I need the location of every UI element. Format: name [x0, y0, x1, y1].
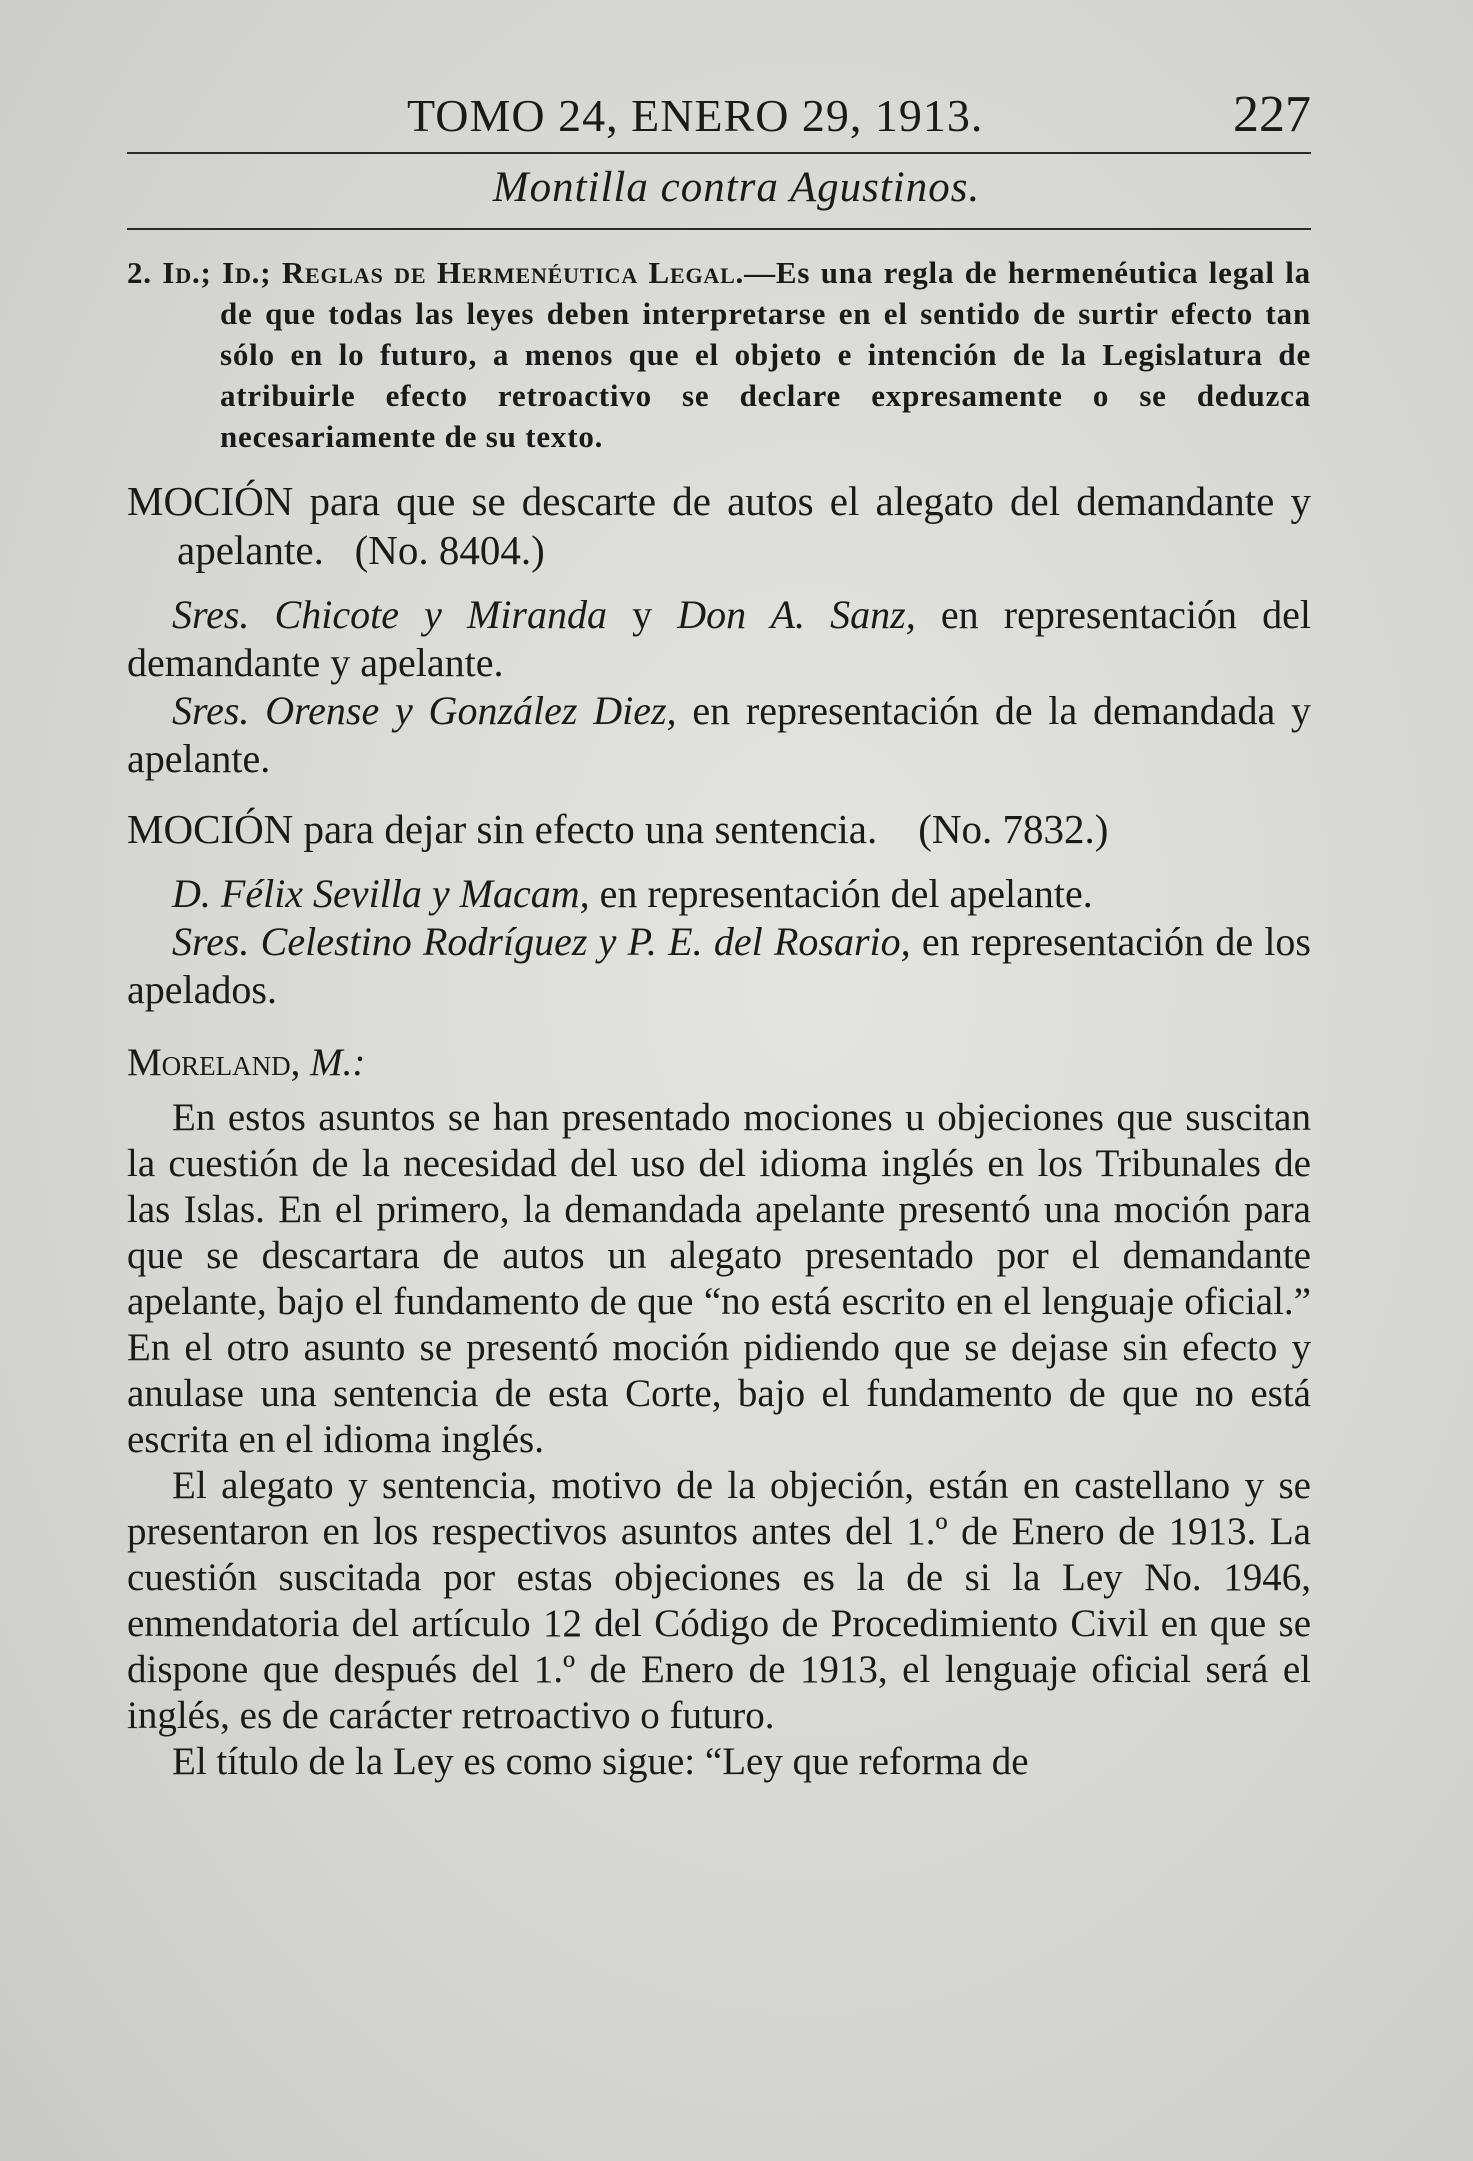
- page-content: [127, 252, 1311, 1785]
- syllabus-lead: Id.; Id.; Reglas de Hermenéutica Legal.: [162, 255, 745, 290]
- page-number: 227: [1233, 86, 1311, 143]
- opinion-paragraph: El título de la Ley es como sigue: “Ley que reforma de: [172, 1740, 1029, 1783]
- counsel-role: en representación del demandante y apelante.: [127, 592, 1312, 685]
- counsel-names: Sres. Celestino Rodríguez y P. E. del Rosario,: [172, 919, 911, 964]
- motion-text: para dejar sin efecto una sentencia.: [303, 806, 878, 852]
- counsel-names: Sres. Orense y González Diez,: [172, 688, 677, 733]
- counsel-line: [127, 687, 1311, 783]
- counsel-names: Sres. Chicote y Miranda: [172, 592, 607, 637]
- motion-text: para que se descarte de autos el alegato del demandante y apelante.: [177, 478, 1312, 573]
- judge-name: Moreland,: [127, 1041, 301, 1084]
- page-header: [127, 85, 1311, 145]
- motion-number: (No. 8404.): [354, 527, 545, 573]
- motion-8404: [127, 477, 1311, 575]
- judge-title: M.:: [310, 1041, 366, 1084]
- motion-label: MOCIÓN: [127, 478, 294, 524]
- case-title: Montilla contra Agustinos.: [492, 164, 981, 211]
- syllabus-paragraph: [127, 252, 1311, 457]
- header-rule-bottom: [127, 228, 1311, 230]
- counsel-connector: y: [607, 592, 678, 637]
- syllabus-text: —Es una regla de hermenéutica legal la de que todas las leyes deben interpretarse en el sentido de surtir efecto tan sólo en lo futuro, a menos que el objeto e intención de la Legislatura de atribuirle efecto retroactivo se declare expresamente o se deduzca necesariamente de su texto.: [220, 255, 1311, 454]
- counsel-line: [127, 870, 1311, 918]
- counsel-names: D. Félix Sevilla y Macam,: [172, 871, 590, 916]
- motion-number: (No. 7832.): [918, 806, 1109, 852]
- judge-heading: [127, 1040, 1311, 1085]
- opinion-paragraph: El alegato y sentencia, motivo de la objeción, están en castellano y se presentaron en los respectivos asuntos antes del 1.º de Enero de 1913. La cuestión suscitada por estas objeciones es la de si la Ley No. 1946, enmendatoria del artículo 12 del Código de Procedimiento Civil en que se dispone que después del 1.º de Enero de 1913, el lenguaje oficial será el inglés, es de carácter retroactivo o futuro.: [127, 1464, 1311, 1737]
- running-head: TOMO 24, ENERO 29, 1913.: [407, 90, 984, 141]
- counsel-role: en representación del apelante.: [589, 871, 1093, 916]
- counsel-role: en representación de los apelados.: [127, 919, 1311, 1012]
- counsel-role: en representación de la demandada y apelante.: [127, 688, 1311, 781]
- opinion-paragraph: En estos asuntos se han presentado mociones u objeciones que suscitan la cuestión de la necesidad del uso del idioma inglés en los Tribunales de las Islas. En el primero, la demandada apelante presentó una moción para que se descartara de autos un alegato presentado por el demandante apelante, bajo el fundamento de que “no está escrito en el lenguaje oficial.” En el otro asunto se presentó moción pidiendo que se dejase sin efecto y anulase una sentencia de esta Corte, bajo el fundamento de que no está escrita en el idioma inglés.: [127, 1096, 1311, 1461]
- header-rule-top: [127, 152, 1311, 154]
- counsel-line: [127, 918, 1311, 1014]
- motion-7832: [127, 805, 1311, 854]
- syllabus-number: 2.: [127, 255, 152, 290]
- motion-label: MOCIÓN: [127, 806, 294, 852]
- counsel-line: [127, 591, 1311, 687]
- counsel-names-2: Don A. Sanz,: [677, 592, 916, 637]
